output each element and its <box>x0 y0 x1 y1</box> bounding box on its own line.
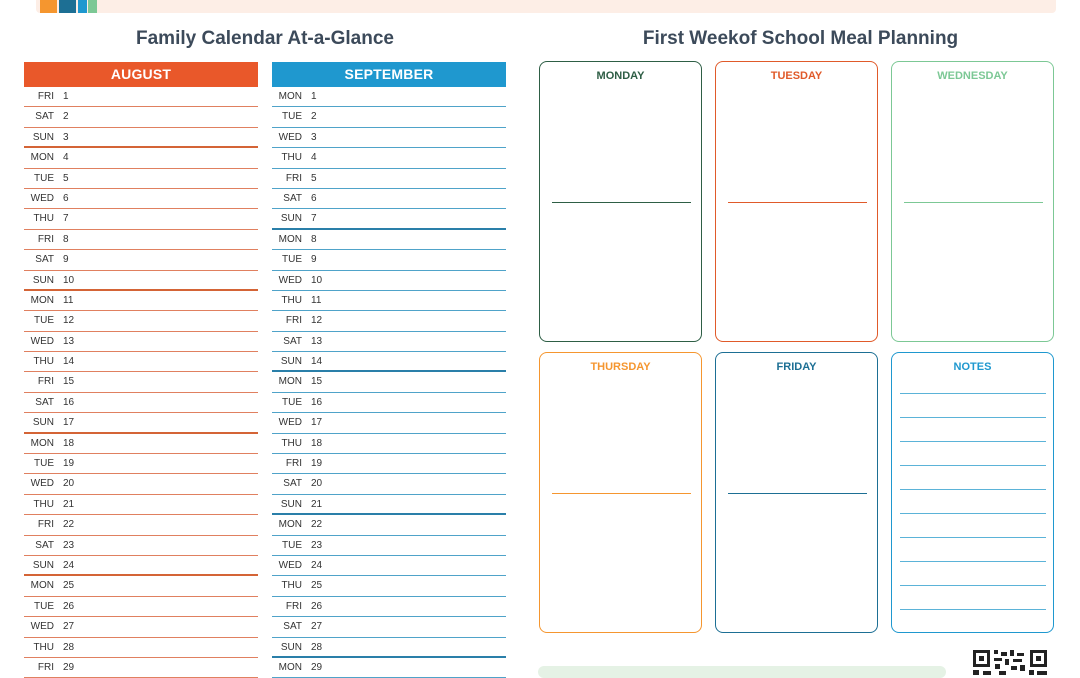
notes-title: NOTES <box>953 361 992 373</box>
day-of-week: SUN <box>32 274 54 286</box>
day-of-week: SUN <box>280 356 302 368</box>
calendar-day-row <box>272 311 506 331</box>
calendar-day-row <box>272 169 506 189</box>
calendar-day-row <box>24 515 258 535</box>
calendar-day-row <box>272 250 506 270</box>
month-header-september: SEPTEMBER <box>272 62 506 87</box>
month-column-august <box>24 62 258 678</box>
calendar-day-row <box>272 454 506 474</box>
calendar-day-row <box>24 107 258 127</box>
day-of-week: SUN <box>32 417 54 429</box>
day-number: 20 <box>63 478 75 490</box>
day-of-week: FRI <box>285 172 302 184</box>
day-of-week: THU <box>281 437 302 449</box>
calendar-day-row <box>24 617 258 637</box>
day-of-week: SAT <box>283 478 302 490</box>
day-number: 27 <box>311 621 323 633</box>
calendar-day-row <box>24 536 258 556</box>
calendar-day-row <box>272 128 506 148</box>
calendar-day-row <box>24 638 258 658</box>
notes-line <box>900 489 1046 490</box>
day-card-title: TUESDAY <box>770 70 823 82</box>
day-number: 23 <box>63 539 75 551</box>
day-number: 16 <box>311 396 323 408</box>
day-number: 5 <box>63 172 69 184</box>
calendar-day-row <box>272 474 506 494</box>
day-number: 19 <box>63 458 75 470</box>
day-number: 11 <box>63 294 74 306</box>
day-number: 24 <box>63 559 75 571</box>
day-number: 12 <box>311 315 323 327</box>
day-number: 29 <box>63 661 75 673</box>
calendar-day-row <box>24 87 258 107</box>
day-of-week: FRI <box>285 458 302 470</box>
day-of-week: SAT <box>35 254 54 266</box>
calendar-day-row <box>272 536 506 556</box>
calendar-day-row <box>272 332 506 352</box>
day-of-week: TUE <box>282 111 302 123</box>
day-of-week: MON <box>278 376 302 388</box>
calendar-day-row <box>272 291 506 311</box>
day-number: 1 <box>311 91 317 102</box>
day-of-week: FRI <box>37 661 54 673</box>
calendar-day-row <box>272 393 506 413</box>
day-of-week: SAT <box>283 335 302 347</box>
day-number: 26 <box>311 600 323 612</box>
day-of-week: WED <box>30 335 54 347</box>
day-number: 21 <box>63 498 75 510</box>
calendar-day-row <box>24 250 258 270</box>
calendar-day-row <box>272 597 506 617</box>
calendar-day-row <box>272 352 506 372</box>
calendar-day-row <box>272 576 506 596</box>
day-number: 2 <box>63 111 69 123</box>
day-of-week: TUE <box>282 254 302 266</box>
day-of-week: SAT <box>283 192 302 204</box>
calendar-day-row <box>24 311 258 331</box>
calendar-day-row <box>24 230 258 250</box>
day-of-week: TUE <box>34 172 54 184</box>
day-number: 20 <box>311 478 323 490</box>
day-of-week: FRI <box>37 233 54 245</box>
top-banner <box>0 0 1080 14</box>
day-of-week: SAT <box>283 621 302 633</box>
day-number: 3 <box>63 131 69 143</box>
divider-line <box>552 493 691 494</box>
day-number: 21 <box>311 498 323 510</box>
notes-card <box>891 352 1054 633</box>
calendar-day-row <box>24 291 258 311</box>
day-of-week: THU <box>33 498 54 510</box>
day-of-week: SUN <box>32 131 54 143</box>
day-number: 15 <box>63 376 75 388</box>
meal-plan-title: First Weekof School Meal Planning <box>642 28 959 49</box>
day-of-week: WED <box>30 192 54 204</box>
day-number: 8 <box>63 233 69 245</box>
day-of-week: MON <box>30 152 54 164</box>
day-number: 9 <box>63 254 69 266</box>
day-of-week: THU <box>281 152 302 164</box>
day-of-week: THU <box>33 641 54 653</box>
day-of-week: SAT <box>35 539 54 551</box>
calendar-day-row <box>272 495 506 515</box>
calendar-day-row <box>272 148 506 168</box>
day-of-week: TUE <box>34 315 54 327</box>
divider-line <box>728 493 867 494</box>
day-card-title: WEDNESDAY <box>937 70 1008 82</box>
calendar-day-row <box>272 434 506 454</box>
day-of-week: MON <box>278 661 302 673</box>
calendar-day-row <box>24 332 258 352</box>
day-number: 13 <box>63 335 75 347</box>
day-of-week: FRI <box>285 315 302 327</box>
calendar-day-row <box>24 393 258 413</box>
day-number: 28 <box>311 641 323 653</box>
calendar-day-row <box>24 169 258 189</box>
calendar-day-row <box>272 87 506 107</box>
day-of-week: WED <box>30 621 54 633</box>
day-number: 25 <box>63 580 75 592</box>
notes-line <box>900 585 1046 586</box>
day-number: 14 <box>63 356 75 368</box>
day-number: 15 <box>311 376 323 388</box>
calendar-day-row <box>24 495 258 515</box>
calendar-day-row <box>24 128 258 148</box>
day-of-week: WED <box>278 417 302 429</box>
calendar-day-row <box>272 209 506 229</box>
day-card-monday <box>539 61 702 342</box>
day-number: 29 <box>311 661 323 673</box>
day-of-week: FRI <box>37 376 54 388</box>
calendar-day-row <box>24 454 258 474</box>
day-of-week: SUN <box>280 641 302 653</box>
calendar-day-row <box>24 189 258 209</box>
notes-line <box>900 609 1046 610</box>
top-banner-background <box>36 0 1056 13</box>
notes-line <box>900 441 1046 442</box>
calendar-day-row <box>24 597 258 617</box>
calendar-day-row <box>272 413 506 433</box>
day-of-week: SAT <box>35 111 54 123</box>
notes-line <box>900 537 1046 538</box>
notes-line <box>900 393 1046 394</box>
day-card-friday <box>715 352 878 633</box>
calendar-day-row <box>24 556 258 576</box>
day-number: 24 <box>311 559 323 571</box>
day-number: 22 <box>63 519 75 531</box>
day-number: 18 <box>63 437 75 449</box>
notes-line <box>900 417 1046 418</box>
day-of-week: SUN <box>280 213 302 225</box>
day-of-week: TUE <box>34 458 54 470</box>
day-number: 12 <box>63 315 75 327</box>
day-number: 25 <box>311 580 323 592</box>
day-card-tuesday <box>715 61 878 342</box>
calendar-day-row <box>272 271 506 291</box>
calendar-day-row <box>272 515 506 535</box>
month-header-august: AUGUST <box>24 62 258 87</box>
day-number: 7 <box>311 213 317 225</box>
day-of-week: MON <box>30 294 54 306</box>
calendar-day-row <box>272 230 506 250</box>
day-number: 26 <box>63 600 75 612</box>
calendar-day-row <box>24 271 258 291</box>
day-number: 10 <box>63 274 75 286</box>
calendar-day-row <box>272 189 506 209</box>
day-of-week: THU <box>33 356 54 368</box>
divider-line <box>728 202 867 203</box>
day-number: 16 <box>63 396 75 408</box>
day-number: 6 <box>63 192 69 204</box>
day-number: 23 <box>311 539 323 551</box>
day-number: 17 <box>63 417 75 429</box>
calendar-day-row <box>24 576 258 596</box>
day-of-week: THU <box>281 294 302 306</box>
day-number: 18 <box>311 437 323 449</box>
day-of-week: WED <box>278 274 302 286</box>
day-number: 1 <box>63 91 69 102</box>
day-of-week: FRI <box>285 600 302 612</box>
notes-line <box>900 513 1046 514</box>
day-card-title: FRIDAY <box>776 361 817 373</box>
calendar-day-row <box>272 372 506 392</box>
calendar-title: Family Calendar At-a-Glance <box>136 28 394 49</box>
footer-bar <box>538 666 946 678</box>
day-number: 27 <box>63 621 75 633</box>
day-number: 14 <box>311 356 323 368</box>
qr-code-icon <box>973 650 1047 675</box>
day-of-week: MON <box>30 437 54 449</box>
day-number: 5 <box>311 172 317 184</box>
divider-line <box>904 202 1043 203</box>
day-number: 22 <box>311 519 323 531</box>
day-of-week: THU <box>281 580 302 592</box>
day-number: 10 <box>311 274 323 286</box>
day-number: 4 <box>311 152 317 164</box>
day-number: 4 <box>63 152 69 164</box>
day-card-title: MONDAY <box>596 70 645 82</box>
calendar-day-row <box>24 209 258 229</box>
day-number: 9 <box>311 254 317 266</box>
day-of-week: TUE <box>34 600 54 612</box>
calendar-day-row <box>24 413 258 433</box>
day-of-week: WED <box>278 559 302 571</box>
day-of-week: WED <box>30 478 54 490</box>
day-of-week: MON <box>278 91 302 102</box>
day-of-week: FRI <box>37 519 54 531</box>
day-of-week: MON <box>30 580 54 592</box>
day-number: 7 <box>63 213 69 225</box>
calendar-day-row <box>24 372 258 392</box>
day-number: 19 <box>311 458 323 470</box>
day-number: 11 <box>311 294 322 306</box>
day-of-week: FRI <box>37 91 54 102</box>
day-of-week: TUE <box>282 539 302 551</box>
day-of-week: THU <box>33 213 54 225</box>
day-of-week: TUE <box>282 396 302 408</box>
calendar-day-row <box>272 107 506 127</box>
day-number: 3 <box>311 131 317 143</box>
day-number: 8 <box>311 233 317 245</box>
calendar-day-row <box>272 556 506 576</box>
month-column-september <box>272 62 506 678</box>
calendar-day-row <box>24 148 258 168</box>
day-of-week: SAT <box>35 396 54 408</box>
day-card-thursday <box>539 352 702 633</box>
day-number: 28 <box>63 641 75 653</box>
day-number: 2 <box>311 111 317 123</box>
day-of-week: SUN <box>280 498 302 510</box>
calendar-day-row <box>24 434 258 454</box>
notes-line <box>900 561 1046 562</box>
day-of-week: MON <box>278 519 302 531</box>
day-of-week: MON <box>278 233 302 245</box>
calendar-day-row <box>272 617 506 637</box>
notes-line <box>900 465 1046 466</box>
divider-line <box>552 202 691 203</box>
calendar-day-row <box>24 474 258 494</box>
calendar-day-row <box>272 638 506 658</box>
day-of-week: SUN <box>32 559 54 571</box>
day-of-week: WED <box>278 131 302 143</box>
day-number: 13 <box>311 335 323 347</box>
day-number: 6 <box>311 192 317 204</box>
day-number: 17 <box>311 417 323 429</box>
day-card-wednesday <box>891 61 1054 342</box>
calendar-day-row <box>24 352 258 372</box>
day-card-title: THURSDAY <box>590 361 651 373</box>
